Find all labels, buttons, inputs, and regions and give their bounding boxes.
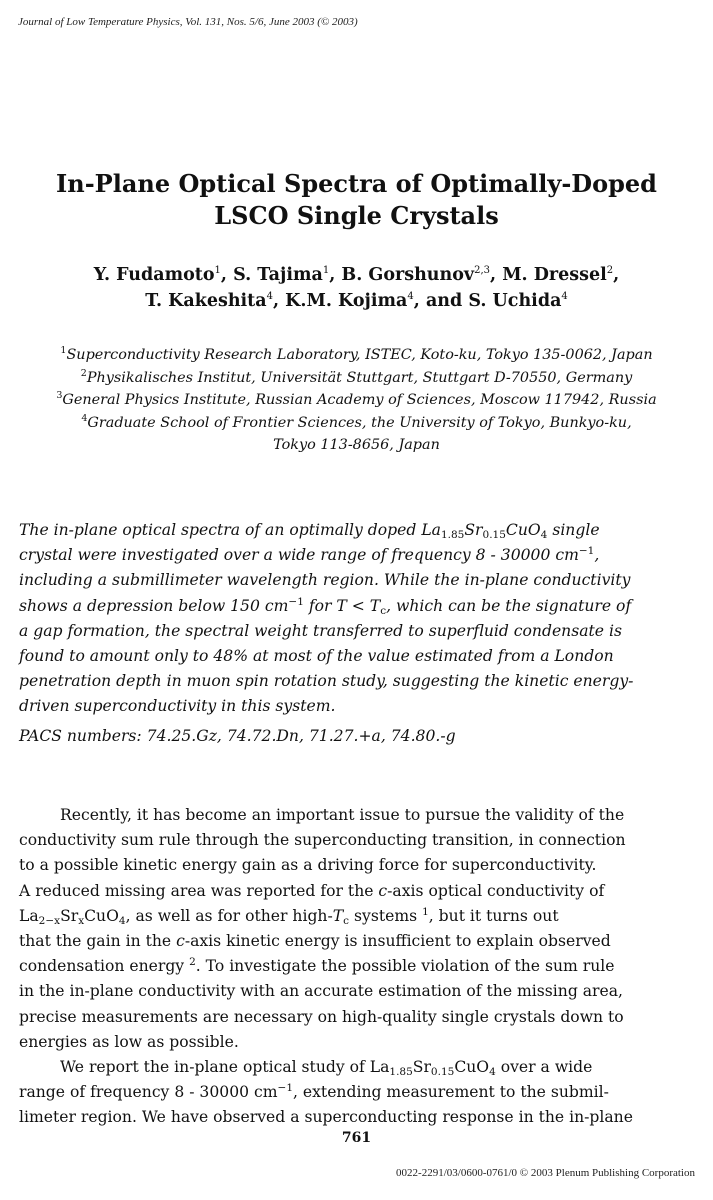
affiliation-line bbox=[0, 412, 713, 435]
abstract-line: penetration depth in muon spin rotation study, suggesting the kinetic energy- bbox=[19, 672, 634, 691]
author-name: M. Dressel bbox=[502, 265, 607, 285]
abstract-text: shows a depression below 150 cm bbox=[19, 596, 289, 615]
body-text-run: condensation energy bbox=[19, 957, 190, 976]
body-text-run: -axis optical conductivity of bbox=[387, 881, 605, 900]
subscript: 4 bbox=[540, 529, 548, 541]
body-line: energies as low as possible. bbox=[19, 1032, 239, 1051]
body-line bbox=[19, 954, 695, 979]
body-text-run: We report the in-plane optical study of La bbox=[60, 1058, 390, 1077]
body-text-run: , extending measurement to the submil- bbox=[293, 1083, 609, 1102]
abstract-text: Sr bbox=[464, 521, 483, 539]
italic-symbol: c bbox=[378, 881, 388, 900]
abstract-line: a gap formation, the spectral weight transferred to superfluid condensate is bbox=[19, 621, 622, 640]
superscript: −1 bbox=[288, 595, 304, 608]
italic-symbol: T bbox=[332, 906, 344, 925]
affiliation-mark: 1 bbox=[60, 345, 67, 356]
subscript: 0.15 bbox=[430, 1066, 455, 1079]
author-name: T. Kakeshita bbox=[145, 291, 267, 311]
copyright-footer: 0022-2291/03/0600-0761/0 © 2003 Plenum Publishing Corporation bbox=[396, 1167, 695, 1179]
abstract-text: CuO bbox=[505, 521, 541, 539]
author-affil-mark: 1 bbox=[214, 265, 221, 276]
abstract bbox=[19, 518, 695, 720]
affiliation-text: General Physics Institute, Russian Academy of Sciences, Moscow 117942, Russia bbox=[62, 392, 657, 408]
author-name: B. Gorshunov bbox=[341, 265, 475, 285]
affiliation-line bbox=[0, 367, 713, 390]
abstract-text: , which can be the signature of bbox=[386, 596, 632, 615]
body-text-run: Sr bbox=[412, 1058, 431, 1077]
author-affil-mark: 4 bbox=[561, 291, 568, 302]
subscript: 4 bbox=[489, 1066, 496, 1079]
body-text-run: , as well as for other high- bbox=[125, 906, 333, 925]
subscript: c bbox=[380, 604, 387, 617]
author-affil-mark: 4 bbox=[266, 291, 273, 302]
abstract-line bbox=[19, 518, 695, 543]
author-name: S. Tajima bbox=[233, 265, 323, 285]
abstract-text: single bbox=[547, 521, 600, 539]
body-text-run: over a wide bbox=[495, 1058, 593, 1077]
abstract-line bbox=[19, 594, 695, 619]
affiliation-mark: 3 bbox=[56, 390, 63, 401]
abstract-line: driven superconductivity in this system. bbox=[19, 697, 336, 716]
author-name: K.M. Kojima bbox=[285, 291, 408, 311]
subscript: x bbox=[78, 914, 85, 927]
body-text-run: systems bbox=[349, 906, 423, 925]
affiliation-text: Physikalisches Institut, Universität Stuttgart, Stuttgart D-70550, Germany bbox=[86, 369, 633, 386]
abstract-line: including a submillimeter wavelength region. While the in-plane conductivity bbox=[19, 571, 631, 590]
pacs-numbers: PACS numbers: 74.25.Gz, 74.72.Dn, 71.27.+a, 74.80.-g bbox=[19, 727, 456, 745]
body-text-run: -axis kinetic energy is insufficient to explain observed bbox=[184, 932, 611, 951]
citation-ref: 1 bbox=[422, 905, 429, 918]
affiliation-text: Superconductivity Research Laboratory, ISTEC, Koto-ku, Tokyo 135-0062, Japan bbox=[66, 347, 653, 363]
body-line: conductivity sum rule through the superconducting transition, in connection bbox=[19, 831, 626, 850]
paper-title bbox=[0, 168, 713, 232]
affiliation-text: Graduate School of Frontier Sciences, the University of Tokyo, Bunkyo-ku, bbox=[87, 414, 632, 431]
superscript: −1 bbox=[277, 1082, 293, 1095]
page-number: 761 bbox=[341, 1130, 372, 1146]
abstract-text: , bbox=[594, 546, 600, 565]
author-line-2: T. Kakeshita$^4$, K.M. Kojima$^4$, and S. Uchida$^4$ bbox=[145, 291, 568, 311]
body-text-run: . To investigate the possible violation of the sum rule bbox=[195, 957, 615, 976]
affiliation-line bbox=[0, 344, 713, 367]
affiliation-mark: 2 bbox=[80, 367, 87, 379]
body-line: limeter region. We have observed a superconducting response in the in-plane bbox=[19, 1108, 633, 1127]
subscript: 1.85 bbox=[440, 529, 465, 541]
body-line bbox=[19, 1055, 695, 1080]
author-name: S. Uchida bbox=[468, 291, 562, 311]
body-line: to a possible kinetic energy gain as a driving force for superconductivity. bbox=[19, 856, 597, 875]
affiliation-line bbox=[0, 389, 713, 412]
subscript: 0.15 bbox=[482, 529, 506, 541]
body-line: in the in-plane conductivity with an accurate estimation of the missing area, bbox=[19, 982, 623, 1001]
body-line bbox=[19, 1080, 695, 1105]
body-line bbox=[19, 904, 695, 929]
body-text-run: Sr bbox=[60, 906, 79, 925]
body-text-run: range of frequency 8 - 30000 cm bbox=[19, 1083, 278, 1102]
affiliations bbox=[0, 344, 713, 457]
author-list bbox=[0, 262, 713, 314]
body-text-run: CuO bbox=[454, 1058, 490, 1077]
body-line: Recently, it has become an important issue to pursue the validity of the bbox=[60, 806, 625, 824]
author-name: Y. Fudamoto bbox=[93, 265, 215, 285]
abstract-text: crystal were investigated over a wide range of frequency 8 - 30000 cm bbox=[19, 546, 579, 565]
body-line bbox=[19, 879, 695, 904]
affiliation-text: Tokyo 113-8656, Japan bbox=[273, 437, 440, 453]
running-head: Journal of Low Temperature Physics, Vol. 131, Nos. 5/6, June 2003 (© 2003) bbox=[18, 16, 358, 28]
subscript: c bbox=[343, 914, 350, 927]
author-affil-mark: 2,3 bbox=[474, 265, 490, 276]
body-line bbox=[19, 929, 695, 954]
citation-ref: 2 bbox=[189, 956, 196, 969]
subscript: 4 bbox=[118, 914, 126, 927]
affiliation-line bbox=[0, 434, 713, 457]
title-line-1: In-Plane Optical Spectra of Optimally-Doped bbox=[56, 169, 657, 198]
author-affil-mark: 2 bbox=[606, 265, 614, 276]
body-text-run: that the gain in the bbox=[19, 932, 177, 951]
body-line: precise measurements are necessary on high-quality single crystals down to bbox=[19, 1007, 624, 1026]
subscript: 2−x bbox=[38, 914, 61, 927]
body-text-run: La bbox=[19, 906, 39, 925]
subscript: 1.85 bbox=[389, 1066, 413, 1079]
abstract-text: for T < T bbox=[303, 596, 381, 615]
body-text-run: CuO bbox=[84, 906, 119, 925]
title-line-2: LSCO Single Crystals bbox=[214, 201, 499, 230]
author-line-1: Y. Fudamoto$^1$, S. Tajima$^1$, B. Gorshunov$^{2,3}$, M. Dressel$^2$, bbox=[93, 265, 620, 285]
body-text-run: A reduced missing area was reported for the bbox=[19, 881, 379, 900]
author-affil-mark: 1 bbox=[322, 265, 330, 276]
italic-symbol: c bbox=[176, 932, 185, 951]
abstract-line bbox=[19, 543, 695, 568]
affiliation-mark: 4 bbox=[81, 412, 88, 424]
body-text bbox=[19, 803, 695, 1131]
author-conjunction: and bbox=[425, 291, 463, 311]
abstract-line: found to amount only to 48% at most of the value estimated from a London bbox=[19, 647, 614, 666]
superscript: −1 bbox=[578, 545, 595, 558]
author-affil-mark: 4 bbox=[407, 291, 414, 302]
body-text-run: , but it turns out bbox=[428, 906, 559, 925]
abstract-text: The in-plane optical spectra of an optimally doped La bbox=[19, 521, 441, 539]
